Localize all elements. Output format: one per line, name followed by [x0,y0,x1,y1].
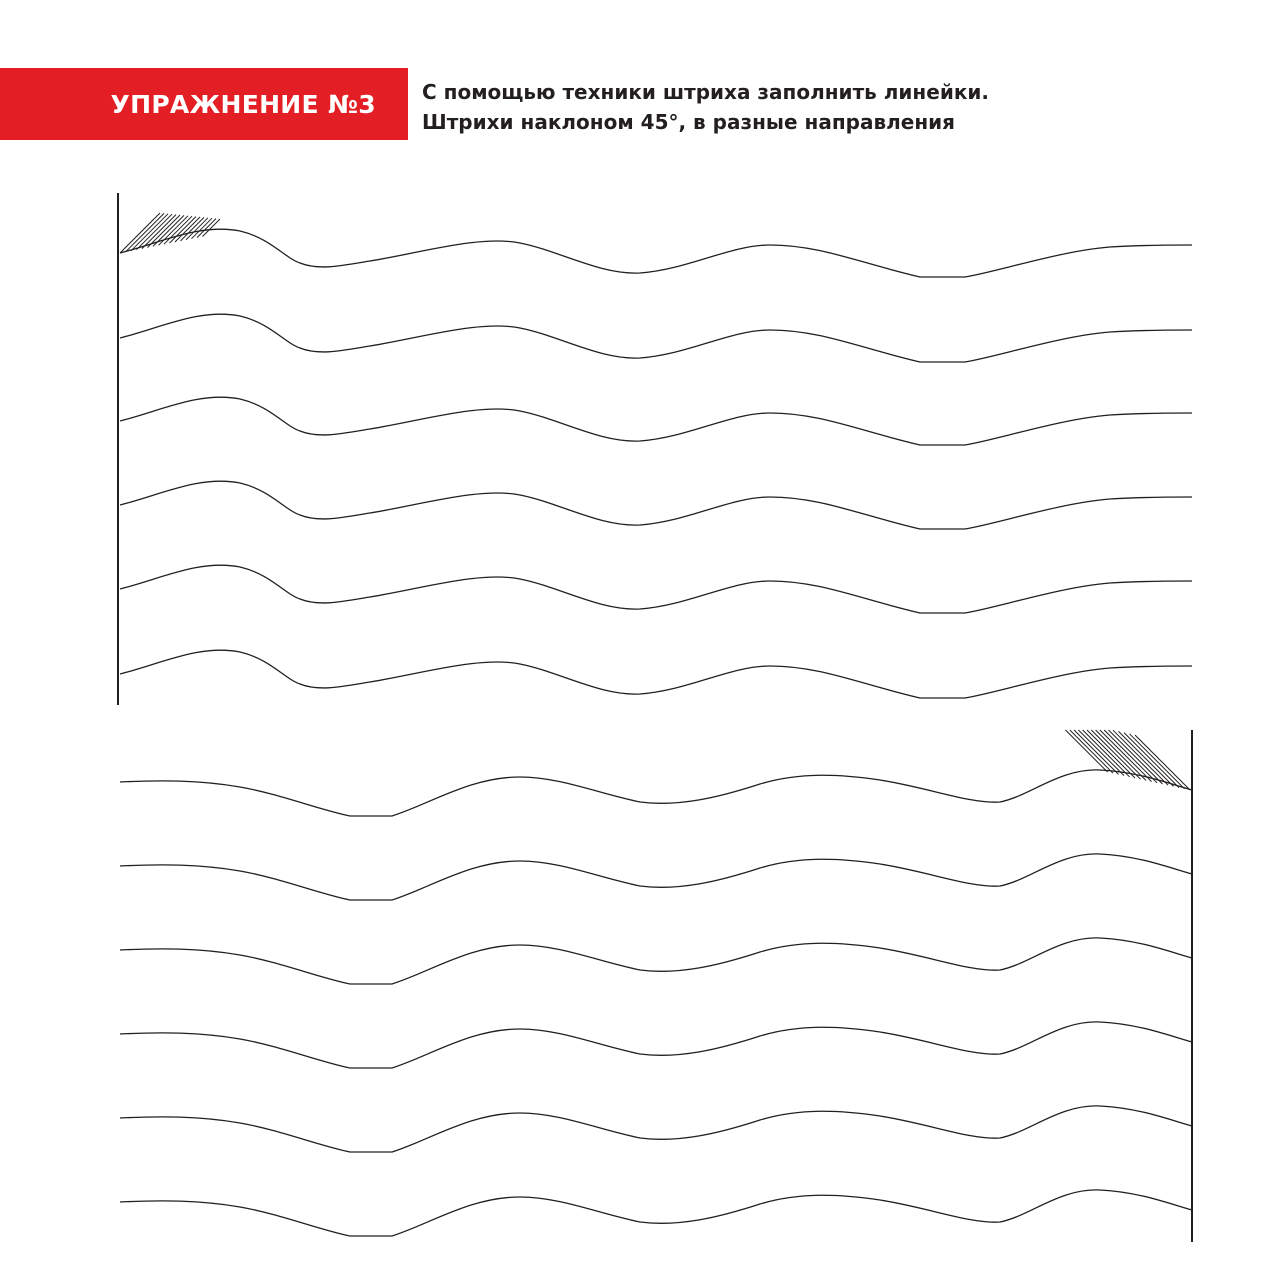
upper-panel [118,193,1192,705]
upper-wave-lines [120,229,1192,698]
hatch-stroke [192,218,213,239]
wave-line [120,229,1192,277]
hatch-stroke [203,219,221,237]
hatch-stroke [1074,730,1118,774]
wave-line [120,1022,1192,1068]
instruction-line-1: С помощью техники штриха заполнить линейки. [422,80,990,104]
lower-panel [120,730,1192,1242]
hatch-stroke [1124,733,1179,788]
hatch-stroke [142,215,176,249]
wave-line [120,1106,1192,1152]
hatch-stroke [1109,730,1163,784]
wave-line [120,314,1192,362]
hatch-stroke [159,216,189,246]
hatch-stroke [137,214,173,250]
instruction-line-2: Штрихи наклоном 45°, в разные направления [422,110,956,134]
hatch-stroke [148,215,181,248]
hatch-stroke [1119,731,1174,786]
hatch-stroke [1100,730,1152,782]
hatch-stroke [1113,730,1168,785]
lower-wave-lines [120,770,1192,1236]
exercise-title: УПРАЖНЕНИЕ №3 [110,89,376,119]
wave-line [120,481,1192,529]
hatch-stroke [164,216,192,244]
upper-example-hatching [120,213,220,253]
wave-line [120,565,1192,613]
hatch-stroke [186,218,208,240]
lower-example-hatching [1066,730,1191,790]
wave-line [120,650,1192,698]
hatch-stroke [1104,730,1157,783]
hatch-stroke [1078,730,1124,776]
wave-line [120,938,1192,984]
wave-line [120,397,1192,445]
wave-line [120,770,1192,816]
wave-line [120,1190,1192,1236]
hatch-stroke [1130,734,1185,789]
wave-line [120,854,1192,900]
